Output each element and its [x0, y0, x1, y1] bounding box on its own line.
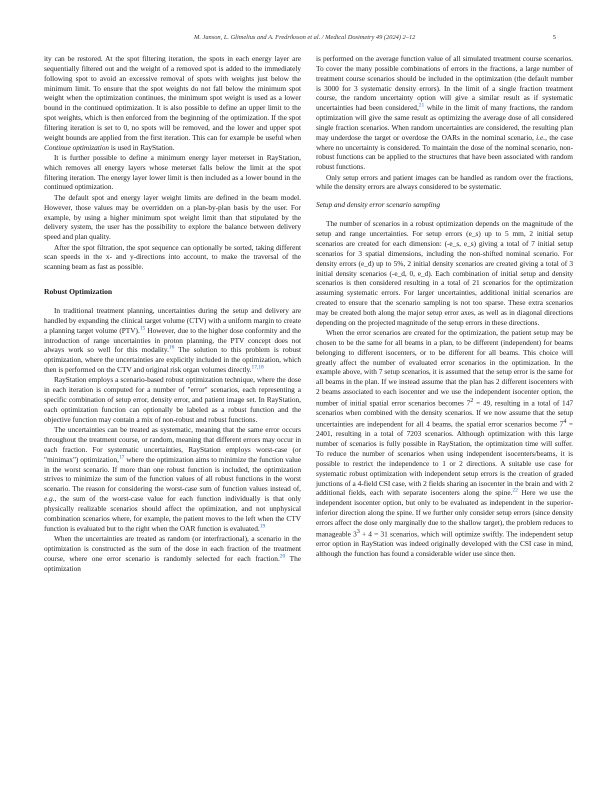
paragraph: It is further possible to define a minimum energy layer meterset in RayStation, which removes all energy layers whose meterset falls below the limit at the spot filtering iteration. The energy layer lower limit is then included as a lower bound in the continued optimization.	[44, 152, 301, 192]
paragraph: Only setup errors and patient images can be handled as random over the fractions, while the density errors are always considered to be systematic.	[316, 172, 573, 192]
paragraph: After the spot filtration, the spot sequence can optionally be sorted, taking different scan speeds in the x- and y-directions into account, to make the traversal of the scanning beam as fast as possible.	[44, 242, 301, 272]
paragraph: RayStation employs a scenario-based robust optimization technique, where the dose in each iteration is computed for a number of "error" scenarios, each representing a specific combination of setup error, density error, and patient image set. In RayStation, each optimization function can optionally be labeled as a robust function and the objective function may contain a mix of non-robust and robust functions.	[44, 375, 301, 424]
paragraph: The default spot and energy layer weight limits are defined in the beam model. However, those values may be overridden on a plan-by-plan basis by the user. For example, by using a higher minimum spot weight limit than that stipulated by the delivery system, the user has the possibility to explore the balance between delivery speed and plan quality.	[44, 192, 301, 242]
paragraph: ity can be restored. At the spot filtering iteration, the spots in each energy layer are sequentially filtered out and the weight of a removed spot is added to the immediately following spot to avoid an excessive removal of spots with weights just below the minimum limit. To ensure that the spot weights do not fall below the minimum spot weight when the optimization continues, the minimum spot weight is used as a lower bound in the continued optimization. It is also possible to define an upper limit to the spot weights, which is then enforced from the beginning of the optimization. If the spot filtering iteration is set to 0, no spots will be removed, and the lower and upper spot weight bounds are applied from the first iteration. This can for example be useful when Continue optimization is used in RayStation.	[44, 54, 301, 152]
citation-link[interactable]: 17,18	[251, 364, 264, 371]
left-column	[44, 54, 301, 573]
citation-link[interactable]: 19	[259, 523, 266, 530]
page-number: 5	[552, 34, 556, 41]
journal-reference: M. Janson, L. Glimelius and A. Fredriksson et al. / Medical Dosimetry 49 (2024) 2–12	[194, 34, 416, 41]
citation-link[interactable]: 16	[168, 345, 175, 351]
citation-link[interactable]: 21	[418, 102, 425, 109]
paragraph: The uncertainties can be treated as systematic, meaning that the same error occurs throughout the treatment course, or random, meaning that different errors may occur in each fraction. For systematic uncertainties, RayStation employs worst-case (or "minimax") optimization,$^{17}$ where the optimization aims to minimize the function value in the worst scenario. If more than one robust function is included, the optimization strives to minimize the sum of the function values of all robust functions in the worst scenario. The reason for considering the worst-case sum of function values instead of, e.g., the sum of the worst-case value for each function individually is that only physically realizable scenarios should affect the optimization, and not unphysical combination scenarios where, for example, the patient moves to the left when the CTV function is evaluated but to the right when the OAR function is evaluated.$^{19}$	[44, 425, 301, 533]
citation-link[interactable]: 20	[279, 553, 286, 560]
citation-link[interactable]: 15	[139, 325, 146, 332]
paragraph: is performed on the average function value of all simulated treatment course scenarios. To cover the many possible combinations of errors in the fractions, a large number of treatment course scenarios should be included in the optimization (the default number is 3000 for 3 systematic density errors). In the limit of a single fraction treatment course, the random uncertainty option will give a similar result as if systematic uncertainties had been considered,$^{21}$ while in the limit of many fractions, the random optimization will give the same result as optimizing the average dose of all considered single fraction scenarios. When random uncertainties are considered, the resulting plan may underdose the target or overdose the OARs in the nominal scenario, i.e., the case where no uncertainty is considered. To maintain the dose of the nominal scenario, non-robust functions can be applied to the structures that have been associated with random robust functions.	[316, 54, 574, 172]
citation-link[interactable]: 17	[118, 454, 125, 461]
section-heading: Robust Optimization	[44, 287, 113, 297]
paragraph: The number of scenarios in a robust optimization depends on the magnitude of the setup and range uncertainties. For setup errors (e_s) up to 5 mm, 2 initial setup scenarios are created for each dimension: (-e_s, e_s) giving a total of 7 initial setup scenarios for 3 spatial dimensions, including the non-shifted nominal scenario. For density errors (e_d) up to 5%, 2 initial density scenarios are created giving a total of 3 initial density scenarios (-e_d, 0, e_d). Each combination of initial setup and density scenarios is then considered resulting in a total of 21 scenarios for the optimization assuming systematic errors. For larger uncertainties, additional initial scenarios are created to ensure that the scenario sampling is not too sparse. These extra scenarios may be created both along the major setup error axes, as well as in diagonal directions depending on the projected magnitude of the setup errors in these directions.	[316, 219, 573, 327]
subsection-heading: Setup and density error scenario sampling	[316, 200, 440, 210]
citation-link[interactable]: 22	[512, 488, 518, 495]
paragraph: When the error scenarios are created for the optimization, the patient setup may be chosen to be the same for all beams in a plan, to be different (independent) for beams belonging to different isocenters, or to be different for all beams. This choice will greatly affect the number of evaluated error scenarios in the optimization. In the example above, with 7 setup scenarios, it is assumed that the setup error is the same for all beams in the plan. If we instead assume that the plan has 2 different isocenters with 2 beams associated to each isocenter and we use the independent isocenter option, the number of initial spatial error scenarios becomes $7^2 = 49$, resulting in a total of 147 scenarios when combined with the density scenarios. If we now assume that the setup uncertainties are independent for all 4 beams, the spatial error scenarios become $7^4 = 2401$, resulting in a total of 7203 scenarios. Although optimization with this large number of scenarios is fully possible in RayStation, the optimization time will suffer. To reduce the number of scenarios when using independent isocenters/beams, it is possible to restrict the independence to 1 or 2 directions. A suitable use case for systematic robust optimization with independent setup errors is the creation of graded junctions of a 4-field CSI case, with 2 fields sharing an isocenter in the brain and with 2 additional fields, each with separate isocenters along the spine.$^{22}$ Here we use the independent isocenter option, but only to be evaluated as independent in the superior-inferior direction along the spine. If we further only consider setup errors (since density errors affect the dose only marginally due to the shallow target), the problem reduces to manageable $3^3 + 4 = 31$ scenarios, which will optimize swiftly. The independent setup error option in RayStation was indeed originally developed with the CSI case in mind, although the function has found a considerable wider use since then.	[316, 328, 573, 558]
right-column	[316, 54, 573, 559]
paragraph: When the uncertainties are treated as random (or interfractional), a scenario in the optimization is constructed as the sum of the dose in each fraction of the treatment course, where one error scenario is randomly selected for each fraction.$^{20}$ The optimization	[44, 533, 301, 573]
paragraph: In traditional treatment planning, uncertainties during the setup and delivery are handled by expanding the clinical target volume (CTV) with a uniform margin to create a planning target volume (PTV).$^{15}$ However, due to the higher dose conformity and the introduction of range uncertainties in proton planning, the PTV concept does not always work so well for this modality.$^{16}$ The solution to this problem is robust optimization, where the uncertainties are explicitly included in the optimization, which then is performed on the CTV and original risk organ volumes directly.$^{17,18}$	[44, 306, 301, 375]
